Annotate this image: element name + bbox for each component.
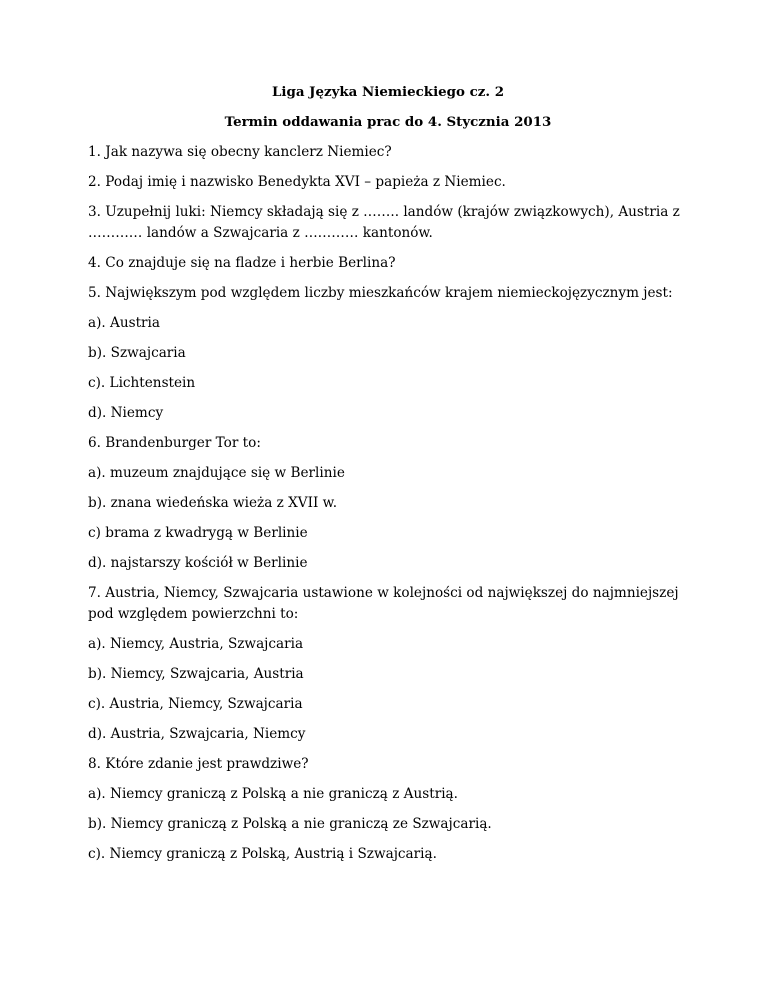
document-content xyxy=(88,82,688,874)
question-8: 8. Które zdanie jest prawdziwe? xyxy=(88,756,309,772)
question-5-option-d: d). Niemcy xyxy=(88,405,164,421)
question-6: 6. Brandenburger Tor to: xyxy=(88,435,261,451)
question-7-option-b: b). Niemcy, Szwajcaria, Austria xyxy=(88,666,304,682)
question-6-option-b: b). znana wiedeńska wieża z XVII w. xyxy=(88,495,338,511)
question-4: 4. Co znajduje się na fladze i herbie Berlina? xyxy=(88,255,396,271)
question-6-option-d: d). najstarszy kościół w Berlinie xyxy=(88,555,308,571)
question-5-option-c: c). Lichtenstein xyxy=(88,375,196,391)
question-7: 7. Austria, Niemcy, Szwajcaria ustawione w kolejności od największej do najmniejszej pod względem powierzchni to: xyxy=(88,585,679,622)
question-2: 2. Podaj imię i nazwisko Benedykta XVI – papieża z Niemiec. xyxy=(88,174,506,190)
question-8-option-a: a). Niemcy graniczą z Polską a nie graniczą z Austrią. xyxy=(88,786,458,802)
document-title: Liga Języka Niemieckiego cz. 2 xyxy=(271,84,505,100)
question-3: 3. Uzupełnij luki: Niemcy składają się z …….. landów (krajów związkowych), Austria z ………… landów a Szwajcaria z ………… kantonów. xyxy=(88,204,680,241)
question-5-option-b: b). Szwajcaria xyxy=(88,345,186,361)
question-8-option-b: b). Niemcy graniczą z Polską a nie graniczą ze Szwajcarią. xyxy=(88,816,492,832)
document-subtitle: Termin oddawania prac do 4. Stycznia 2013 xyxy=(224,114,552,130)
question-1: 1. Jak nazywa się obecny kanclerz Niemiec? xyxy=(88,144,392,160)
question-7-option-c: c). Austria, Niemcy, Szwajcaria xyxy=(88,696,303,712)
question-5-option-a: a). Austria xyxy=(88,315,161,331)
question-7-option-d: d). Austria, Szwajcaria, Niemcy xyxy=(88,726,306,742)
question-7-option-a: a). Niemcy, Austria, Szwajcaria xyxy=(88,636,304,652)
question-6-option-c: c) brama z kwadrygą w Berlinie xyxy=(88,525,308,541)
question-5: 5. Największym pod względem liczby mieszkańców krajem niemieckojęzycznym jest: xyxy=(88,285,673,301)
question-6-option-a: a). muzeum znajdujące się w Berlinie xyxy=(88,465,345,481)
question-8-option-c: c). Niemcy graniczą z Polską, Austrią i Szwajcarią. xyxy=(88,846,437,862)
